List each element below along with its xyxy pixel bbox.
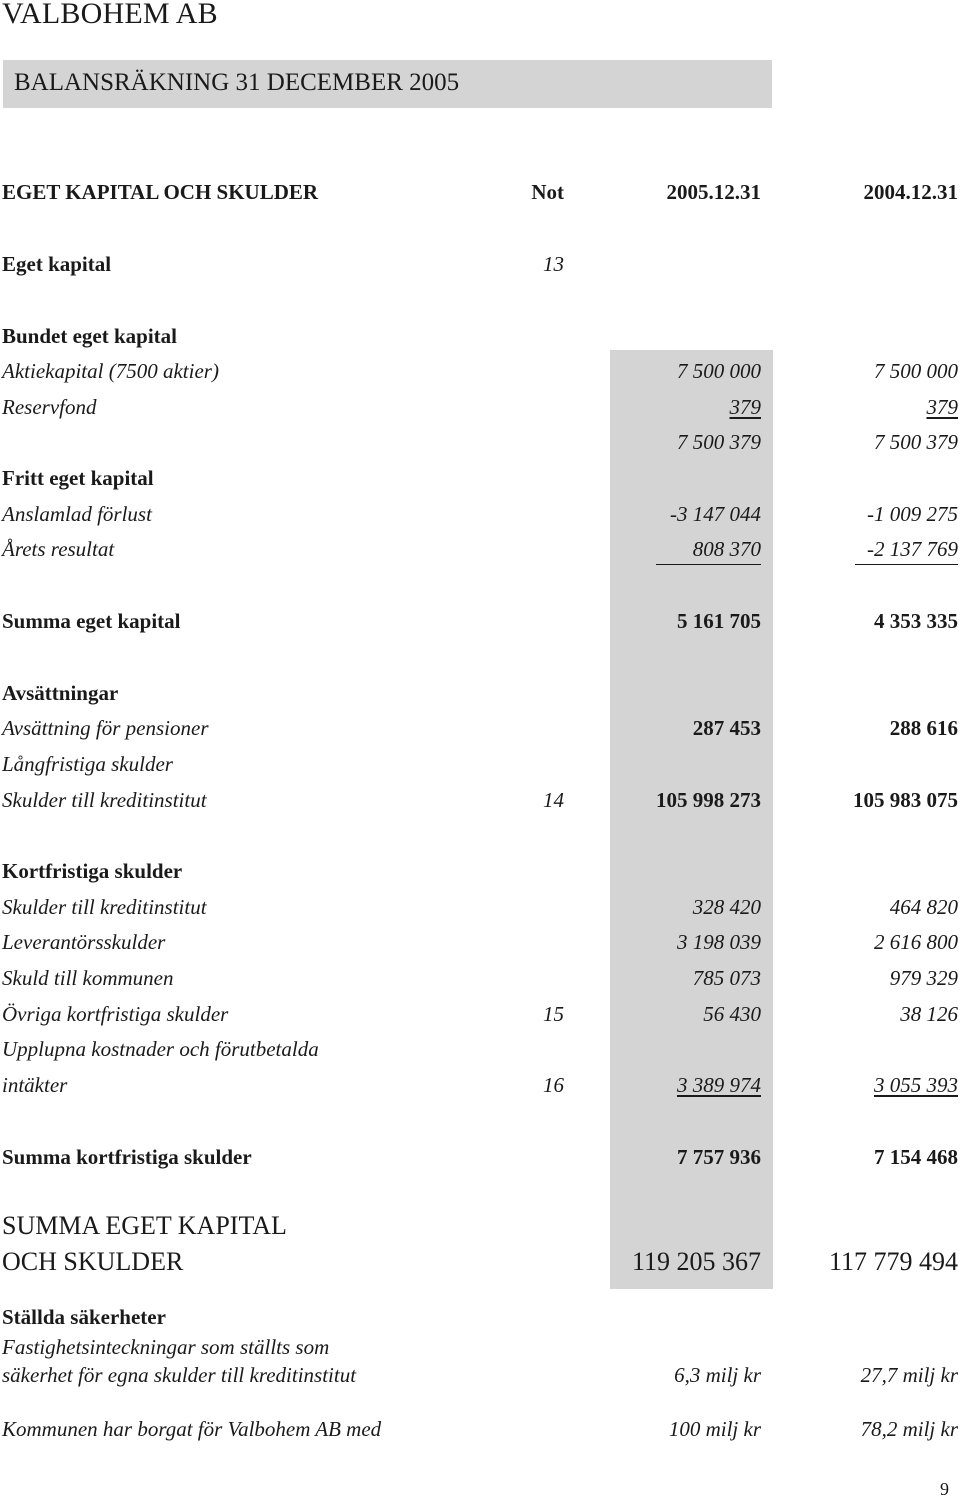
- row-value-2004: 979 329: [889, 966, 958, 990]
- table-row: [0, 747, 960, 781]
- row-label: Årets resultat: [2, 537, 115, 561]
- row-value-2004: 379: [926, 395, 958, 419]
- row-value-2005: 7 500 379: [677, 430, 761, 454]
- row-label: Kommunen har borgat för Valbohem AB med: [2, 1417, 382, 1441]
- row-value-2004: 78,2 milj kr: [860, 1417, 958, 1441]
- row-value-2004: 117 779 494: [828, 1247, 958, 1276]
- table-row: [0, 319, 960, 353]
- row-label: Skulder till kreditinstitut: [2, 788, 207, 812]
- table-row: [0, 1140, 960, 1174]
- page-number: 9: [940, 1479, 949, 1499]
- table-row: [0, 676, 960, 710]
- row-label: Avsättningar: [2, 681, 119, 705]
- row-label: intäkter: [2, 1073, 68, 1097]
- row-value-2005: 5 161 705: [677, 609, 761, 633]
- row-value-2004: 464 820: [889, 895, 958, 919]
- row-value-2005: 119 205 367: [631, 1247, 761, 1276]
- row-value-2005: 7 757 936: [677, 1145, 761, 1169]
- row-note: 14: [543, 788, 564, 812]
- row-value-2005: 3 198 039: [677, 930, 761, 954]
- table-row: [0, 1358, 960, 1392]
- row-value-2004: 7 500 379: [874, 430, 958, 454]
- header-col-2005: 2005.12.31: [666, 180, 761, 204]
- row-value-2004: 105 983 075: [853, 788, 958, 812]
- table-row: [0, 1209, 960, 1243]
- table-row: [0, 854, 960, 888]
- row-label: Övriga kortfristiga skulder: [2, 1002, 229, 1026]
- row-value-2004: 27,7 milj kr: [860, 1363, 958, 1387]
- row-label: Summa eget kapital: [2, 609, 181, 633]
- row-label: Leverantörsskulder: [2, 930, 166, 954]
- table-row: [0, 247, 960, 281]
- table-row: [0, 1300, 960, 1334]
- subtotal-rule-2004: [855, 564, 958, 565]
- table-row: [0, 497, 960, 531]
- table-row: [0, 461, 960, 495]
- table-header: [0, 175, 960, 209]
- row-value-2005: 105 998 273: [656, 788, 761, 812]
- subtotal-rule-2005: [656, 564, 761, 565]
- row-value-2004: 7 500 000: [874, 359, 958, 383]
- row-value-2005: 7 500 000: [677, 359, 761, 383]
- row-label: Reservfond: [2, 395, 97, 419]
- table-row: [0, 1245, 960, 1279]
- row-value-2005: 6,3 milj kr: [674, 1363, 761, 1387]
- table-row: [0, 532, 960, 566]
- row-value-2004: -1 009 275: [867, 502, 958, 526]
- row-label: Upplupna kostnader och förutbetalda: [2, 1037, 319, 1061]
- row-label: Skuld till kommunen: [2, 966, 174, 990]
- row-value-2005: 785 073: [692, 966, 761, 990]
- row-value-2005: 328 420: [692, 895, 761, 919]
- table-row: [0, 1068, 960, 1102]
- row-label: OCH SKULDER: [2, 1247, 184, 1276]
- row-label: Eget kapital: [2, 252, 112, 276]
- row-label: Anslamlad förlust: [2, 502, 152, 526]
- company-name: VALBOHEM AB: [2, 0, 218, 30]
- row-label: Avsättning för pensioner: [2, 716, 209, 740]
- row-label: Fritt eget kapital: [2, 466, 154, 490]
- header-note: Not: [531, 180, 564, 204]
- row-label: Skulder till kreditinstitut: [2, 895, 207, 919]
- table-row: [0, 961, 960, 995]
- table-row: [0, 997, 960, 1031]
- table-row: [0, 425, 960, 459]
- row-note: 16: [543, 1073, 564, 1097]
- header-col-2004: 2004.12.31: [863, 180, 958, 204]
- table-row: [0, 390, 960, 424]
- row-label: Långfristiga skulder: [2, 752, 173, 776]
- row-label: Aktiekapital (7500 aktier): [2, 359, 219, 383]
- table-row: [0, 925, 960, 959]
- row-note: 15: [543, 1002, 564, 1026]
- row-value-2004: 3 055 393: [874, 1073, 958, 1097]
- table-row: [0, 1412, 960, 1446]
- row-label: säkerhet för egna skulder till kreditinstitut: [2, 1363, 357, 1387]
- row-value-2005: 379: [729, 395, 761, 419]
- table-row: [0, 354, 960, 388]
- row-label: SUMMA EGET KAPITAL: [2, 1211, 287, 1240]
- row-value-2005: 808 370: [692, 537, 761, 561]
- row-label: Fastighetsinteckningar som ställts som: [2, 1335, 330, 1359]
- header-label: EGET KAPITAL OCH SKULDER: [2, 180, 319, 204]
- table-row: [0, 783, 960, 817]
- table-row: [0, 711, 960, 745]
- row-value-2005: 3 389 974: [677, 1073, 761, 1097]
- row-label: Bundet eget kapital: [2, 324, 178, 348]
- row-value-2004: 2 616 800: [874, 930, 958, 954]
- row-note: 13: [543, 252, 564, 276]
- page-title: BALANSRÄKNING 31 DECEMBER 2005: [14, 69, 460, 96]
- table-row: [0, 604, 960, 638]
- row-value-2005: 100 milj kr: [668, 1417, 761, 1441]
- row-label: Ställda säkerheter: [2, 1305, 166, 1329]
- row-value-2004: 288 616: [889, 716, 958, 740]
- table-row: [0, 890, 960, 924]
- row-value-2004: -2 137 769: [867, 537, 958, 561]
- table-row: [0, 1032, 960, 1066]
- row-value-2005: 56 430: [703, 1002, 761, 1026]
- row-label: Kortfristiga skulder: [2, 859, 183, 883]
- row-value-2004: 7 154 468: [874, 1145, 958, 1169]
- row-value-2004: 38 126: [900, 1002, 958, 1026]
- row-value-2005: -3 147 044: [670, 502, 761, 526]
- row-value-2004: 4 353 335: [874, 609, 958, 633]
- row-label: Summa kortfristiga skulder: [2, 1145, 252, 1169]
- row-value-2005: 287 453: [692, 716, 761, 740]
